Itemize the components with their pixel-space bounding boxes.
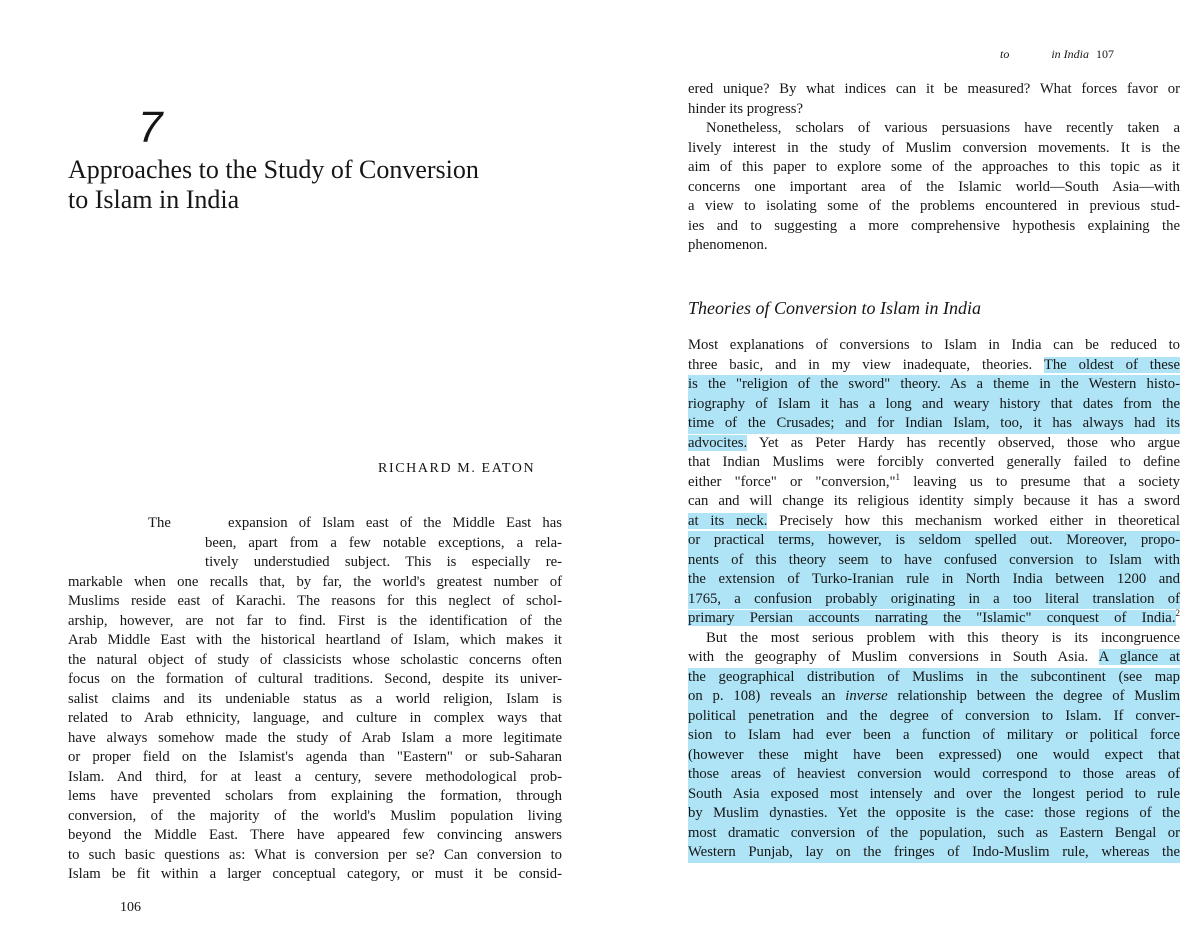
highlighted-line[interactable]: or practical terms, however, is seldom spelled out. Moreover, propo-: [688, 531, 1180, 551]
intro-line: Nonetheless, scholars of various persuasions have recently taken a: [706, 120, 1180, 136]
opening-line: related to Arab ethnicity, language, and culture in complex ways that: [68, 710, 562, 726]
footnote-marker[interactable]: 1: [895, 471, 901, 482]
highlighted-line[interactable]: the extension of Turko-Iranian rule in North India between 1200 and: [688, 570, 1180, 590]
footnote-marker[interactable]: 2: [1175, 608, 1180, 619]
opening-line: Muslims reside east of Karachi. The reasons for this neglect of schol-: [68, 593, 562, 609]
highlighted-text: Western Punjab, lay on the fringes of Indo-Muslim rule,: [688, 844, 1089, 860]
intro-line: concerns one important area of the Islamic world—South Asia—with: [688, 178, 1180, 195]
chapter-title-line: Approaches to the Study of Conversion: [68, 155, 479, 184]
page-number: 106: [120, 900, 141, 915]
running-head-left: to: [1000, 47, 1010, 61]
opening-line: arship, however, are not far to find. First is the identification of the: [68, 612, 562, 629]
highlighted-text: on p. 108) reveals an: [688, 688, 846, 704]
highlighted-line[interactable]: [688, 687, 1180, 707]
highlighted-line[interactable]: [688, 843, 1180, 863]
opening-line: to such basic questions as: What is conversion per se? Can conversion to: [68, 846, 562, 863]
opening-line: Arab Middle East with the historical heartland of Islam, which makes it: [68, 632, 562, 648]
body-line: [688, 356, 1180, 376]
intro-line: lively interest in the study of Muslim conversion movements. It is the: [688, 139, 1180, 156]
highlighted-line[interactable]: by Muslim dynasties. Yet the opposite is the case: those regions of the: [688, 804, 1180, 824]
highlighted-line[interactable]: 1765, a confusion probably originating in a too literal translation of: [688, 590, 1180, 610]
body-line: But the most serious problem with this theory is its incongruence: [706, 629, 1180, 646]
highlighted-text[interactable]: primary Persian accounts narrating the "Islamic" conquest of India.: [688, 610, 1176, 626]
chapter-title-line: to Islam in India: [68, 185, 240, 214]
opening-line-text: expansion of Islam east of the Middle East has: [228, 515, 562, 531]
body-text: three basic, and in my view inadequate, theories.: [688, 356, 1044, 373]
highlighted-text[interactable]: A glance at: [1098, 649, 1180, 665]
emphasis-text: inverse: [845, 688, 888, 704]
opening-line: salist claims and its undeniable status as a world religion, Islam is: [68, 690, 562, 707]
body-text: either "force" or "conversion,": [688, 473, 896, 490]
highlighted-line[interactable]: sion to Islam had ever been a function of military or political force: [688, 726, 1180, 746]
body-text: Yet as Peter Hardy has recently observed, those who argue: [747, 434, 1180, 451]
opening-line: been, apart from a few notable exceptions, a rela-: [205, 534, 562, 551]
chapter-title: [68, 155, 588, 215]
body-text: with the geography of Muslim conversions in South Asia.: [688, 649, 1099, 665]
highlighted-text[interactable]: at its neck.: [688, 512, 768, 529]
body-line: [688, 648, 1180, 668]
opening-line: Islam. And third, for at least a century, severe methodological prob-: [68, 768, 562, 785]
intro-line: aim of this paper to explore some of the approaches to this topic as it: [688, 159, 1180, 175]
highlighted-line[interactable]: those areas of heaviest conversion would correspond to those areas of: [688, 765, 1180, 785]
opening-paragraph: [68, 514, 562, 885]
author-name: RICHARD M. EATON: [378, 461, 536, 476]
opening-line: lems have prevented scholars from explaining the formation, through: [68, 788, 562, 804]
body-line: [688, 434, 1180, 454]
opening-line: or proper field on the Islamist's agenda than "Eastern" or sub-Saharan: [68, 749, 562, 765]
highlighted-line[interactable]: (however these might have been expressed) one would expect that: [688, 746, 1180, 766]
highlighted-text[interactable]: advocites.: [688, 434, 748, 451]
intro-line: ered unique? By what indices can it be measured? What forces favor or: [688, 81, 1180, 97]
intro-line: a view to isolating some of the problems encountered in previous stud-: [688, 198, 1180, 214]
opening-line: the natural object of study of classicists whose scholastic concerns often: [68, 651, 562, 668]
body-text: leaving us to presume that a society: [900, 473, 1180, 490]
highlighted-text: relationship between the degree of Muslim: [887, 688, 1181, 704]
intro-line: hinder its progress?: [688, 100, 804, 117]
opening-line: focus on the formation of cultural traditions. Second, despite its univer-: [68, 671, 562, 687]
highlighted-text: whereas the: [1088, 844, 1180, 860]
opening-line: tively understudied subject. This is especially re-: [205, 554, 562, 570]
opening-line: [68, 514, 562, 534]
body-line: Most explanations of conversions to Islam in India can be reduced to: [688, 337, 1180, 353]
body-line: that Indian Muslims were forcibly converted generally failed to define: [688, 454, 1180, 470]
highlighted-line[interactable]: the geographical distribution of Muslims in the subcontinent (see map: [688, 668, 1180, 688]
chapter-number: 7: [138, 103, 163, 152]
body-line: [688, 512, 1180, 532]
page-number: 107: [1096, 47, 1115, 61]
opening-line: beyond the Middle East. There have appeared few convincing answers: [68, 827, 562, 843]
opening-first-word: The: [148, 515, 171, 531]
highlighted-line[interactable]: most dramatic conversion of the population, such as Eastern Bengal or: [688, 824, 1180, 844]
intro-line: phenomenon.: [688, 237, 768, 253]
opening-line: conversion, of the majority of the world's Muslim population living: [68, 807, 562, 824]
body-line: [688, 473, 1180, 493]
highlighted-text[interactable]: The oldest of these: [1043, 356, 1180, 373]
opening-line: Islam be fit within a larger conceptual category, or must it be consid-: [68, 866, 562, 882]
highlighted-line[interactable]: is the "religion of the sword" theory. As a theme in the Western histo-: [688, 375, 1180, 395]
body-line: [688, 609, 1180, 629]
highlighted-line[interactable]: time of the Crusades; and for Indian Islam, too, it has always had its: [688, 414, 1180, 434]
highlighted-line[interactable]: riography of Islam it has a long and weary history that dates from the: [688, 395, 1180, 415]
highlighted-line[interactable]: nents of this theory seem to have confused conversion to Islam with: [688, 551, 1180, 571]
section-heading: Theories of Conversion to Islam in India: [688, 298, 981, 318]
body-paragraph: [688, 336, 1180, 863]
running-head: [1000, 47, 1114, 62]
body-line: can and will change its religious identity simply because it has a sword: [688, 493, 1180, 509]
opening-line: have always somehow made the study of Arab Islam a more legitimate: [68, 729, 562, 746]
highlighted-line[interactable]: political penetration and the degree of conversion to Islam. If conver-: [688, 707, 1180, 727]
running-head-right: in India: [1051, 47, 1090, 61]
intro-paragraph: [688, 80, 1180, 256]
highlighted-line[interactable]: South Asia exposed most intensely and over the longest period to rule: [688, 785, 1180, 805]
intro-line: ies and to suggesting a more comprehensive hypothesis explaining the: [688, 217, 1180, 234]
opening-line: markable when one recalls that, by far, the world's greatest number of: [68, 573, 562, 590]
body-text: Precisely how this mechanism worked either in theoretical: [767, 512, 1180, 529]
